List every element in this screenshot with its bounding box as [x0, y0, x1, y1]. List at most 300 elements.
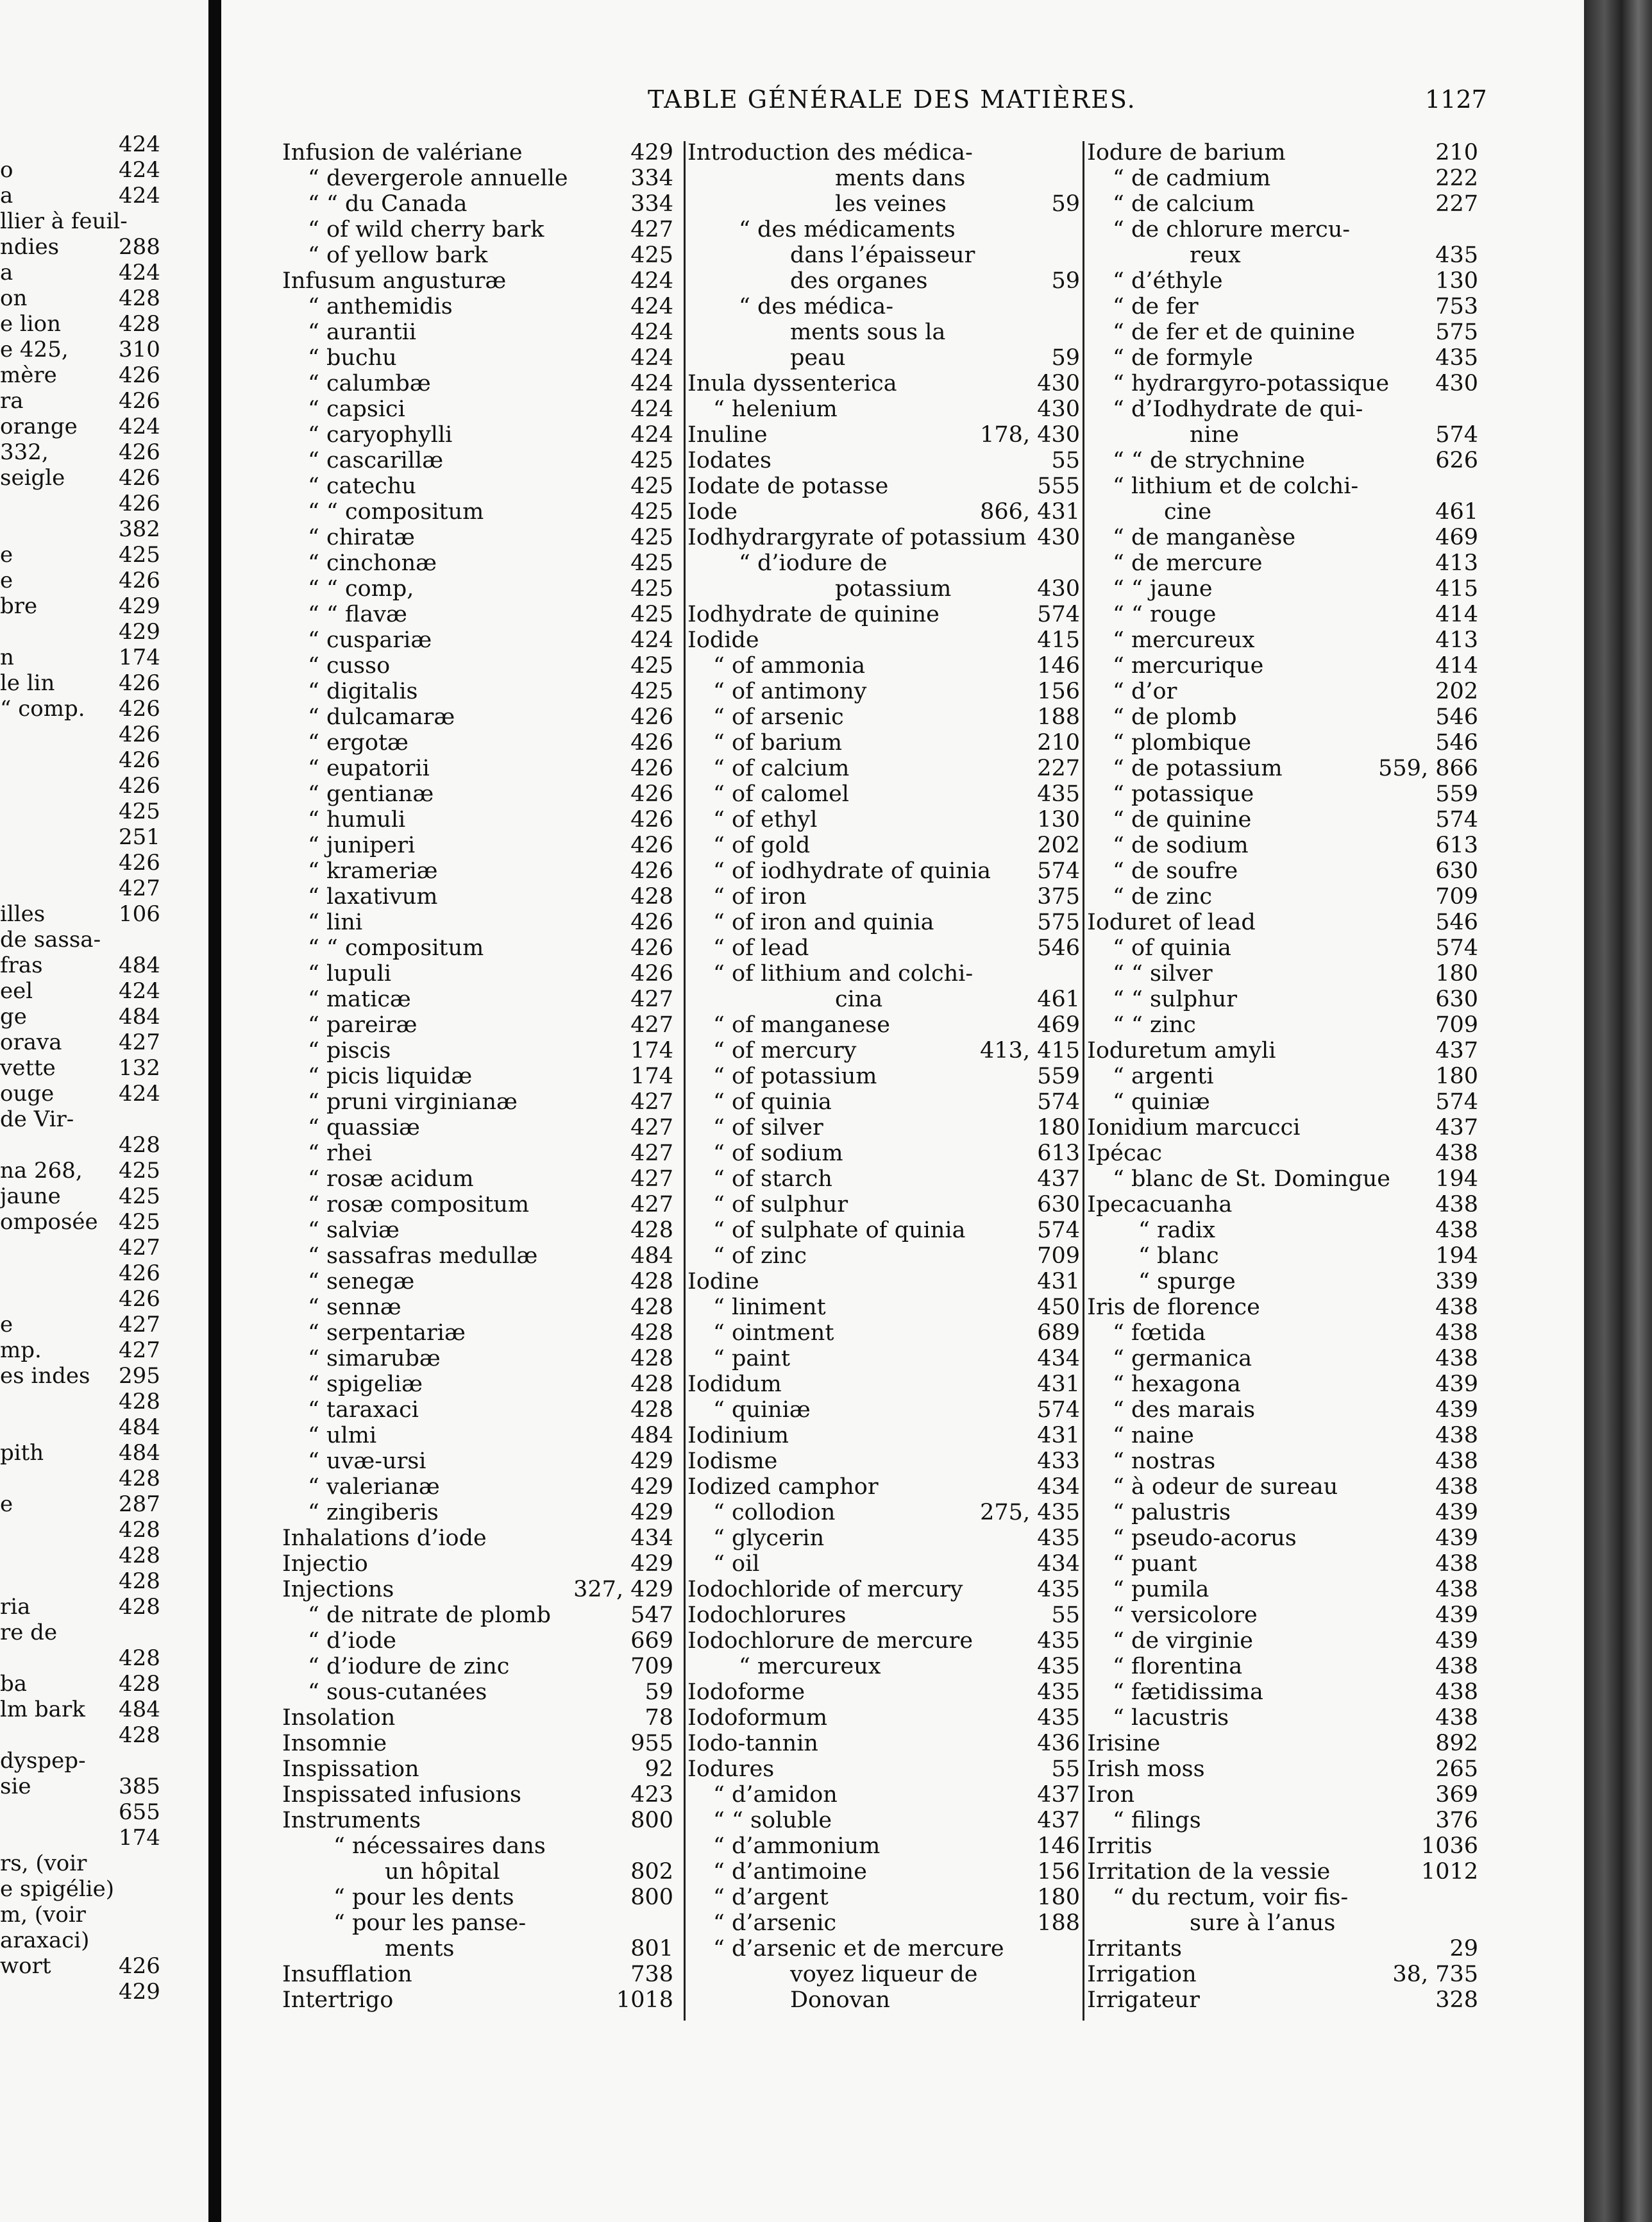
facing-page-number: 424: [119, 131, 160, 157]
entry-page-ref: 202: [1435, 679, 1478, 704]
index-entry: [687, 576, 1080, 602]
index-entry: [282, 1602, 673, 1628]
entry-page-ref: 414: [1435, 653, 1478, 679]
index-entry: [282, 1500, 673, 1525]
index-entry: [687, 627, 1080, 653]
index-entry: [1087, 345, 1478, 371]
index-entry: [1087, 1217, 1478, 1243]
entry-term: “ zingiberis: [308, 1500, 439, 1525]
entry-term: “ of ethyl: [713, 807, 818, 833]
index-entry: [687, 1782, 1080, 1808]
index-entry: [282, 140, 673, 165]
facing-page-line: [0, 1774, 160, 1799]
entry-term: “ “ zinc: [1113, 1012, 1196, 1038]
facing-page-line: [0, 978, 160, 1004]
facing-page-text: n: [0, 645, 14, 670]
index-entry: [282, 1320, 673, 1346]
facing-page-text: on: [0, 285, 28, 311]
facing-page-text: llier à feuil-: [0, 208, 128, 234]
index-entry: [282, 371, 673, 396]
entry-page-ref: 709: [1037, 1243, 1080, 1269]
entry-page-ref: 425: [630, 242, 673, 268]
index-entry: [282, 499, 673, 525]
entry-page-ref: 55: [1051, 1602, 1080, 1628]
facing-page-number: 484: [119, 953, 160, 978]
entry-term: “ fætidissima: [1113, 1679, 1263, 1705]
entry-term: “ de quinine: [1113, 807, 1252, 833]
entry-page-ref: 434: [630, 1525, 673, 1551]
index-entry: [282, 1859, 673, 1885]
facing-page-line: [0, 1312, 160, 1337]
index-entry: [687, 1294, 1080, 1320]
facing-page-number: 426: [119, 670, 160, 696]
entry-page-ref: 427: [630, 1089, 673, 1115]
entry-page-ref: 78: [645, 1705, 673, 1731]
facing-page-number: 428: [119, 1517, 160, 1543]
entry-term: “ rosæ acidum: [308, 1166, 474, 1192]
index-entry: [1087, 1628, 1478, 1654]
index-entry: [282, 1243, 673, 1269]
index-entry: [1087, 396, 1478, 422]
facing-page-number: 429: [119, 619, 160, 645]
entry-term: reux: [1190, 242, 1241, 268]
facing-page-line: [0, 157, 160, 183]
index-entry: [1087, 781, 1478, 807]
entry-term: Inhalations d’iode: [282, 1525, 487, 1551]
facing-page-number: 424: [119, 1081, 160, 1107]
index-entry: [282, 319, 673, 345]
entry-term: “ rosæ compositum: [308, 1192, 530, 1217]
index-entry: [1087, 1910, 1478, 1936]
index-entry: [282, 679, 673, 704]
entry-page-ref: 130: [1037, 807, 1080, 833]
entry-page-ref: 146: [1037, 653, 1080, 679]
index-entry: [1087, 1320, 1478, 1346]
facing-page-text: a: [0, 260, 13, 285]
entry-page-ref: 546: [1435, 730, 1478, 756]
entry-term: “ potassique: [1113, 781, 1254, 807]
index-entry: [687, 422, 1080, 448]
index-entry: [687, 396, 1080, 422]
index-entry: [1087, 1654, 1478, 1679]
entry-term: “ “ de strychnine: [1113, 448, 1305, 473]
index-entry: [282, 294, 673, 319]
entry-term: “ d’éthyle: [1113, 268, 1223, 294]
entry-page-ref: 427: [630, 1192, 673, 1217]
entry-term: “ of zinc: [713, 1243, 807, 1269]
index-entry: [687, 1551, 1080, 1577]
entry-term: “ lupuli: [308, 961, 392, 987]
entry-term: Iodates: [687, 448, 771, 473]
facing-page-number: 655: [119, 1799, 160, 1825]
entry-page-ref: 433: [1037, 1448, 1080, 1474]
entry-term: “ piscis: [308, 1038, 391, 1064]
facing-page-text: e: [0, 542, 13, 568]
entry-term: Ipécac: [1087, 1141, 1163, 1166]
entry-term: “ ergotæ: [308, 730, 409, 756]
entry-term: nine: [1190, 422, 1239, 448]
entry-page-ref: 425: [630, 576, 673, 602]
index-entry: [1087, 1885, 1478, 1910]
entry-term: “ digitalis: [308, 679, 418, 704]
index-entry: [1087, 165, 1478, 191]
entry-term: “ florentina: [1113, 1654, 1243, 1679]
entry-term: “ krameriæ: [308, 858, 438, 884]
entry-page-ref: 434: [1037, 1551, 1080, 1577]
index-entry: [282, 910, 673, 935]
index-entry: [282, 1166, 673, 1192]
facing-page-line: [0, 1158, 160, 1183]
facing-page-number: 428: [119, 1594, 160, 1620]
index-entry: [687, 448, 1080, 473]
entry-term: “ of calomel: [713, 781, 849, 807]
facing-page-line: [0, 1491, 160, 1517]
index-entry: [1087, 1371, 1478, 1397]
index-entry: [282, 1885, 673, 1910]
entry-term: “ of silver: [713, 1115, 823, 1141]
index-entry: [687, 1679, 1080, 1705]
index-entry: [282, 1474, 673, 1500]
entry-term: “ d’iodure de: [739, 550, 888, 576]
entry-page-ref: 334: [630, 191, 673, 217]
index-entry: [1087, 1166, 1478, 1192]
entry-term: “ rhei: [308, 1141, 373, 1166]
facing-page-text: orange: [0, 414, 78, 439]
entry-page-ref: 428: [630, 1320, 673, 1346]
facing-page-text: ra: [0, 388, 24, 414]
entry-page-ref: 424: [630, 422, 673, 448]
entry-page-ref: 630: [1435, 987, 1478, 1012]
entry-page-ref: 438: [1435, 1654, 1478, 1679]
entry-term: Iodoforme: [687, 1679, 805, 1705]
facing-page-number: 310: [119, 337, 160, 362]
facing-page-line: [0, 414, 160, 439]
facing-page-text: sie: [0, 1774, 31, 1799]
index-entry: [687, 1885, 1080, 1910]
entry-term: Iodoformum: [687, 1705, 828, 1731]
entry-page-ref: 59: [645, 1679, 673, 1705]
entry-page-ref: 439: [1435, 1371, 1478, 1397]
facing-page-number: 424: [119, 414, 160, 439]
index-entry: [687, 1089, 1080, 1115]
index-entry: [687, 191, 1080, 217]
entry-page-ref: 430: [1435, 371, 1478, 396]
entry-page-ref: 575: [1037, 910, 1080, 935]
entry-term: “ argenti: [1113, 1064, 1214, 1089]
index-entry: [1087, 1474, 1478, 1500]
entry-page-ref: 438: [1435, 1320, 1478, 1346]
index-entry: [282, 448, 673, 473]
entry-page-ref: 559, 866: [1378, 756, 1478, 781]
entry-term: cine: [1164, 499, 1212, 525]
entry-page-ref: 188: [1037, 1910, 1080, 1936]
index-entry: [282, 1141, 673, 1166]
facing-page-number: 429: [119, 1979, 160, 2005]
entry-page-ref: 438: [1435, 1346, 1478, 1371]
entry-page-ref: 429: [630, 1448, 673, 1474]
index-entry: [1087, 653, 1478, 679]
index-entry: [282, 833, 673, 858]
index-entry: [1087, 935, 1478, 961]
entry-term: “ pseudo-acorus: [1113, 1525, 1297, 1551]
entry-term: “ picis liquidæ: [308, 1064, 473, 1089]
facing-page-line: [0, 593, 160, 619]
index-column-3: [1087, 140, 1478, 2013]
entry-term: “ simarubæ: [308, 1346, 441, 1371]
index-entry: [687, 1012, 1080, 1038]
entry-term: “ de zinc: [1113, 884, 1213, 910]
index-entry: [282, 1269, 673, 1294]
entry-page-ref: 210: [1435, 140, 1478, 165]
entry-page-ref: 59: [1051, 345, 1080, 371]
facing-page-line: [0, 645, 160, 670]
facing-page-line: [0, 1594, 160, 1620]
facing-page-text: araxaci): [0, 1928, 90, 1953]
facing-page-text: dyspep-: [0, 1748, 86, 1774]
facing-page-number: 385: [119, 1774, 160, 1799]
facing-page-line: [0, 1030, 160, 1055]
entry-page-ref: 424: [630, 396, 673, 422]
entry-page-ref: 955: [630, 1731, 673, 1756]
entry-term: “ caryophylli: [308, 422, 453, 448]
entry-term: Irisine: [1087, 1731, 1161, 1756]
entry-term: “ of iodhydrate of quinia: [713, 858, 991, 884]
facing-page-line: [0, 1748, 86, 1774]
entry-page-ref: 426: [630, 961, 673, 987]
facing-page-line: [0, 542, 160, 568]
entry-term: voyez liqueur de: [790, 1962, 978, 1987]
entry-term: ments: [385, 1936, 455, 1962]
entry-page-ref: 738: [630, 1962, 673, 1987]
entry-term: “ “ sulphur: [1113, 987, 1237, 1012]
index-entry: [1087, 550, 1478, 576]
facing-page-text: 332,: [0, 439, 49, 465]
entry-term: “ of barium: [713, 730, 843, 756]
entry-term: “ of arsenic: [713, 704, 844, 730]
entry-term: “ d’arsenic et de mercure: [713, 1936, 1004, 1962]
facing-page-number: 426: [119, 722, 160, 747]
entry-term: “ humuli: [308, 807, 406, 833]
entry-page-ref: 559: [1037, 1064, 1080, 1089]
entry-term: Instruments: [282, 1808, 421, 1833]
index-entry: [687, 781, 1080, 807]
entry-page-ref: 574: [1037, 1217, 1080, 1243]
index-entry: [1087, 1294, 1478, 1320]
facing-page-text: “ comp.: [0, 696, 85, 722]
index-entry: [1087, 1936, 1478, 1962]
facing-page-text: a: [0, 183, 13, 208]
entry-page-ref: 546: [1037, 935, 1080, 961]
entry-page-ref: 424: [630, 371, 673, 396]
entry-term: “ palustris: [1113, 1500, 1231, 1525]
entry-page-ref: 427: [630, 1166, 673, 1192]
entry-page-ref: 439: [1435, 1525, 1478, 1551]
facing-page-text: e: [0, 1491, 13, 1517]
entry-page-ref: 574: [1037, 1397, 1080, 1423]
facing-page-line: [0, 1697, 160, 1722]
entry-page-ref: 414: [1435, 602, 1478, 627]
entry-page-ref: 1018: [616, 1987, 673, 2013]
entry-page-ref: 438: [1435, 1551, 1478, 1577]
facing-page-text: e 425,: [0, 337, 69, 362]
index-entry: [1087, 602, 1478, 627]
index-entry: [282, 422, 673, 448]
entry-page-ref: 425: [630, 499, 673, 525]
entry-page-ref: 425: [630, 473, 673, 499]
index-entry: [1087, 1423, 1478, 1448]
entry-page-ref: 435: [1037, 1577, 1080, 1602]
facing-page-line: [0, 927, 101, 953]
facing-page-text: o: [0, 157, 13, 183]
facing-page-number: 429: [119, 593, 160, 619]
index-entry: [687, 140, 1080, 165]
facing-page-line: [0, 362, 160, 388]
entry-term: “ of yellow bark: [308, 242, 488, 268]
index-entry: [282, 1397, 673, 1423]
facing-page-text: ge: [0, 1004, 27, 1030]
entry-page-ref: 626: [1435, 448, 1478, 473]
entry-term: des organes: [790, 268, 928, 294]
index-entry: [687, 1705, 1080, 1731]
entry-term: “ de formyle: [1113, 345, 1253, 371]
entry-term: Iodhydrate de quinine: [687, 602, 940, 627]
entry-term: “ sennæ: [308, 1294, 401, 1320]
facing-page-line: [0, 465, 160, 491]
index-entry: [687, 961, 1080, 987]
facing-page-fragment: [0, 0, 208, 2222]
facing-page-line: [0, 1953, 160, 1979]
facing-page-text: ba: [0, 1671, 28, 1697]
entry-page-ref: 800: [630, 1808, 673, 1833]
entry-page-ref: 426: [630, 858, 673, 884]
entry-term: Irish moss: [1087, 1756, 1205, 1782]
entry-page-ref: 435: [1435, 345, 1478, 371]
entry-page-ref: 38, 735: [1392, 1962, 1478, 1987]
facing-page-text: illes: [0, 901, 46, 927]
entry-page-ref: 425: [630, 653, 673, 679]
entry-term: “ filings: [1113, 1808, 1201, 1833]
entry-term: Irrigation: [1087, 1962, 1197, 1987]
index-entry: [282, 1089, 673, 1115]
facing-page-number: 427: [119, 1030, 160, 1055]
entry-page-ref: 613: [1435, 833, 1478, 858]
facing-page-number: 426: [119, 388, 160, 414]
entry-term: Iodide: [687, 627, 759, 653]
facing-page-line: [0, 1337, 160, 1363]
facing-page-text: orava: [0, 1030, 62, 1055]
index-entry: [687, 1628, 1080, 1654]
page-number: 1127: [1425, 85, 1487, 114]
facing-page-number: 427: [119, 1312, 160, 1337]
index-entry: [687, 1115, 1080, 1141]
entry-page-ref: 413: [1435, 627, 1478, 653]
facing-page-number: 425: [119, 542, 160, 568]
entry-page-ref: 415: [1037, 627, 1080, 653]
entry-page-ref: 438: [1435, 1192, 1478, 1217]
index-entry: [687, 602, 1080, 627]
entry-page-ref: 429: [630, 1500, 673, 1525]
entry-page-ref: 426: [630, 781, 673, 807]
entry-page-ref: 574: [1435, 807, 1478, 833]
index-entry: [282, 1705, 673, 1731]
index-entry: [1087, 1525, 1478, 1551]
index-entry: [282, 576, 673, 602]
entry-term: “ d’or: [1113, 679, 1177, 704]
entry-term: “ of wild cherry bark: [308, 217, 544, 242]
entry-term: “ blanc: [1138, 1243, 1219, 1269]
facing-page-text: re de: [0, 1620, 58, 1645]
entry-page-ref: 547: [630, 1602, 673, 1628]
entry-page-ref: 156: [1037, 679, 1080, 704]
facing-page-number: 428: [119, 1722, 160, 1748]
entry-term: “ senegæ: [308, 1269, 415, 1294]
entry-term: Irritants: [1087, 1936, 1182, 1962]
entry-page-ref: 559: [1435, 781, 1478, 807]
entry-term: “ catechu: [308, 473, 416, 499]
entry-term: “ of quinia: [1113, 935, 1231, 961]
entry-term: Iodochlorures: [687, 1602, 847, 1628]
entry-term: Iodo-tannin: [687, 1731, 818, 1756]
entry-page-ref: 424: [630, 319, 673, 345]
entry-page-ref: 427: [630, 1115, 673, 1141]
facing-page-number: 484: [119, 1004, 160, 1030]
facing-page-line: [0, 1081, 160, 1107]
index-entry: [1087, 1141, 1478, 1166]
entry-term: Iodure de barium: [1087, 140, 1286, 165]
entry-term: “ d’ammonium: [713, 1833, 881, 1859]
entry-term: “ “ soluble: [713, 1808, 832, 1833]
entry-page-ref: 426: [630, 833, 673, 858]
facing-page-number: 287: [119, 1491, 160, 1517]
index-entry: [1087, 1782, 1478, 1808]
facing-page-line: [0, 285, 160, 311]
index-entry: [1087, 1089, 1478, 1115]
index-entry: [282, 987, 673, 1012]
entry-term: Insufflation: [282, 1962, 412, 1987]
index-entry: [1087, 499, 1478, 525]
index-entry: [1087, 319, 1478, 345]
index-entry: [687, 1423, 1080, 1448]
entry-term: “ sassafras medullæ: [308, 1243, 538, 1269]
entry-term: “ of mercury: [713, 1038, 857, 1064]
index-entry: [1087, 1756, 1478, 1782]
entry-page-ref: 427: [630, 1012, 673, 1038]
facing-page-line: [0, 260, 160, 285]
index-entry: [1087, 1705, 1478, 1731]
entry-page-ref: 461: [1435, 499, 1478, 525]
entry-term: “ helenium: [713, 396, 838, 422]
index-entry: [1087, 1397, 1478, 1423]
facing-page-number: 426: [119, 1953, 160, 1979]
entry-term: “ blanc de St. Domingue: [1113, 1166, 1391, 1192]
entry-page-ref: 428: [630, 1397, 673, 1423]
entry-term: “ cascarillæ: [308, 448, 444, 473]
entry-page-ref: 55: [1051, 1756, 1080, 1782]
entry-term: “ laxativum: [308, 884, 438, 910]
facing-page-number: 426: [119, 491, 160, 516]
entry-term: “ lithium et de colchi-: [1113, 473, 1359, 499]
entry-page-ref: 435: [1435, 242, 1478, 268]
entry-page-ref: 146: [1037, 1833, 1080, 1859]
facing-page-line: [0, 1440, 160, 1466]
entry-term: “ eupatorii: [308, 756, 430, 781]
entry-page-ref: 575: [1435, 319, 1478, 345]
index-entry: [687, 1602, 1080, 1628]
index-entry: [1087, 191, 1478, 217]
entry-term: “ serpentariæ: [308, 1320, 466, 1346]
facing-page-number: 426: [119, 1286, 160, 1312]
entry-page-ref: 1036: [1420, 1833, 1478, 1859]
